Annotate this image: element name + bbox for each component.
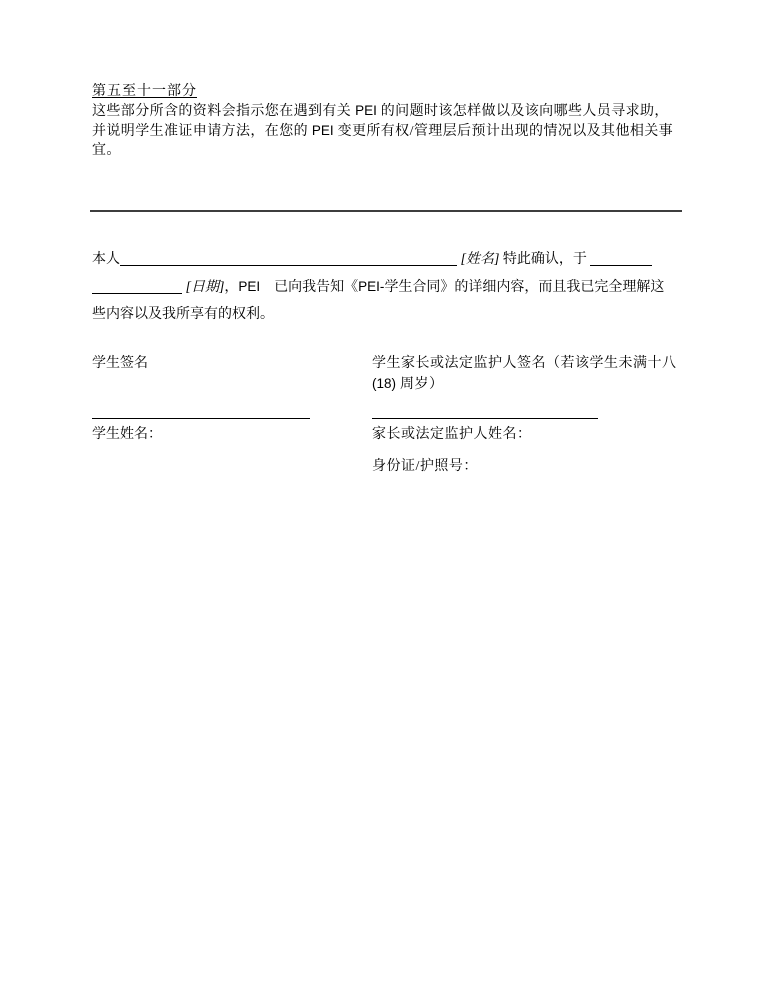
text-run: 变更所有权/管理层后预计出现的情况以及其他相关事 <box>333 124 674 139</box>
guardian-name-label-text: 家长或法定监护人姓名： <box>372 427 532 442</box>
day-fill-blank <box>590 252 652 266</box>
text-run: 本人 <box>92 252 120 267</box>
guardian-signature-line <box>372 418 598 419</box>
name-placeholder: [姓名] <box>457 252 500 267</box>
confirmation-line-3 <box>92 301 692 328</box>
horizontal-divider <box>90 210 682 212</box>
intro-line-3 <box>92 141 692 160</box>
text-run: 学生合同》的详细内容，而且我已完全理解这 <box>384 280 665 295</box>
text-run: 宜。 <box>92 143 121 158</box>
text-run: 并说明学生准证申请方法，在您的 <box>92 124 312 139</box>
text-run: 些内容以及我所享有的权利。 <box>92 307 274 322</box>
id-passport-label-text: 身份证/护照号： <box>372 459 478 474</box>
guardian-signature-label-line1: 学生家长或法定监护人签名（若该学生未满十八 <box>372 356 677 371</box>
name-fill-blank <box>120 252 457 266</box>
intro-line-1 <box>92 101 692 121</box>
intro-line-2 <box>92 121 692 141</box>
guardian-name-label <box>372 425 532 444</box>
intro-section <box>92 82 692 160</box>
text-run: 的问题时该怎样做以及该向哪些人员寻求助， <box>376 104 669 119</box>
confirmation-line-1 <box>92 246 692 273</box>
student-name-label-text: 学生姓名： <box>92 427 162 442</box>
pei-contract-acronym: PEI- <box>358 279 385 294</box>
student-signature-label-text: 学生签名 <box>92 356 148 371</box>
date-placeholder: [日期] <box>182 280 225 295</box>
guardian-signature-label <box>372 354 687 395</box>
pei-acronym: PEI <box>355 103 377 118</box>
student-signature-line <box>92 418 310 419</box>
section-heading: 第五至十一部分 <box>92 84 197 99</box>
date-fill-blank <box>92 280 182 294</box>
pei-acronym: PEI <box>311 123 334 138</box>
confirmation-line-2 <box>92 273 692 301</box>
confirmation-paragraph <box>92 246 692 328</box>
age-number: (18) <box>372 376 397 391</box>
text-run: 周岁） <box>396 377 444 392</box>
id-passport-label <box>372 457 478 476</box>
text-run: ， <box>224 280 239 295</box>
text-run: 已向我告知《 <box>260 280 359 295</box>
student-name-label <box>92 425 162 444</box>
pei-acronym: PEI <box>238 279 261 294</box>
text-run: 这些部分所含的资料会指示您在遇到有关 <box>92 104 356 119</box>
text-run: 特此确认，于 <box>499 252 591 267</box>
guardian-signature-label-line2 <box>372 374 687 395</box>
student-signature-label <box>92 354 148 374</box>
